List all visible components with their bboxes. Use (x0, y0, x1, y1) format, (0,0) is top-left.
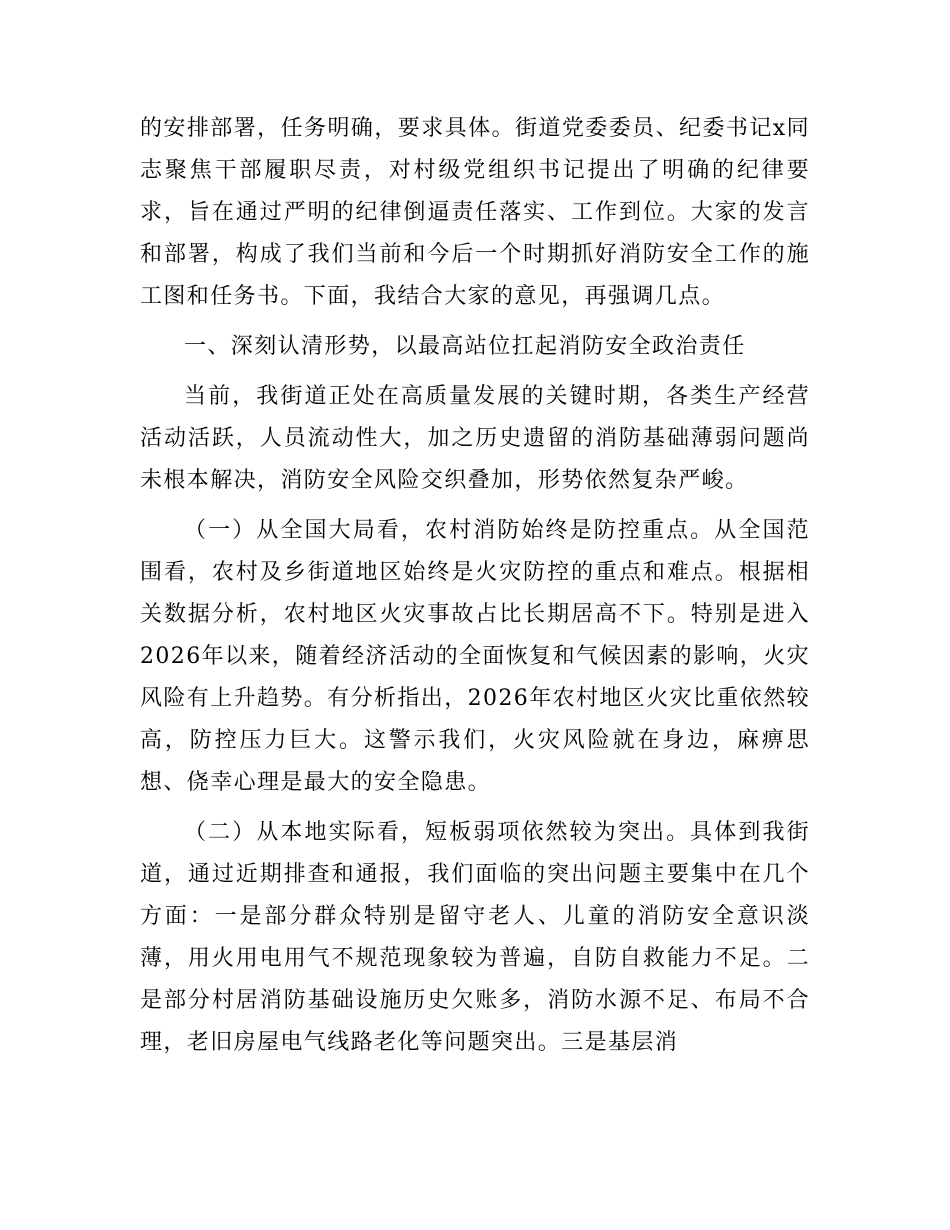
paragraph-national-view: （一）从全国大局看，农村消防始终是防控重点。从全国范围看，农村及乡街道地区始终是火灾防控的重点和难点。根据相关数据分析，农村地区火灾事故占比长期居高不下。特别是进入2026年以来，随着经济活动的全面恢复和气候因素的影响，火灾风险有上升趋势。有分析指出，2026年农村地区火灾比重依然较高，防控压力巨大。这警示我们，火灾风险就在身边，麻痹思想、侥幸心理是最大的安全隐患。 (140, 518, 810, 795)
section-heading-1: 一、深刻认清形势，以最高站位扛起消防安全政治责任 (184, 334, 746, 359)
document-body (140, 108, 810, 1064)
paragraph-situation: 当前，我街道正处在高质量发展的关键时期，各类生产经营活动活跃，人员流动性大，加之历史遗留的消防基础薄弱问题尚未根本解决，消防安全风险交织叠加，形势依然复杂严峻。 (140, 384, 810, 493)
paragraph-local-view: （二）从本地实际看，短板弱项依然较为突出。具体到我街道，通过近期排查和通报，我们面临的突出问题主要集中在几个方面：一是部分群众特别是留守老人、儿童的消防安全意识淡薄，用火用电用气不规范现象较为普遍，自防自救能力不足。二是部分村居消防基础设施历史欠账多，消防水源不足、布局不合理，老旧房屋电气线路老化等问题突出。三是基层消 (140, 820, 810, 1055)
paragraph-continuation: 的安排部署，任务明确，要求具体。街道党委委员、纪委书记x同志聚焦干部履职尽责，对村级党组织书记提出了明确的纪律要求，旨在通过严明的纪律倒逼责任落实、工作到位。大家的发言和部署，构成了我们当前和今后一个时期抓好消防安全工作的施工图和任务书。下面，我结合大家的意见，再强调几点。 (140, 116, 810, 309)
